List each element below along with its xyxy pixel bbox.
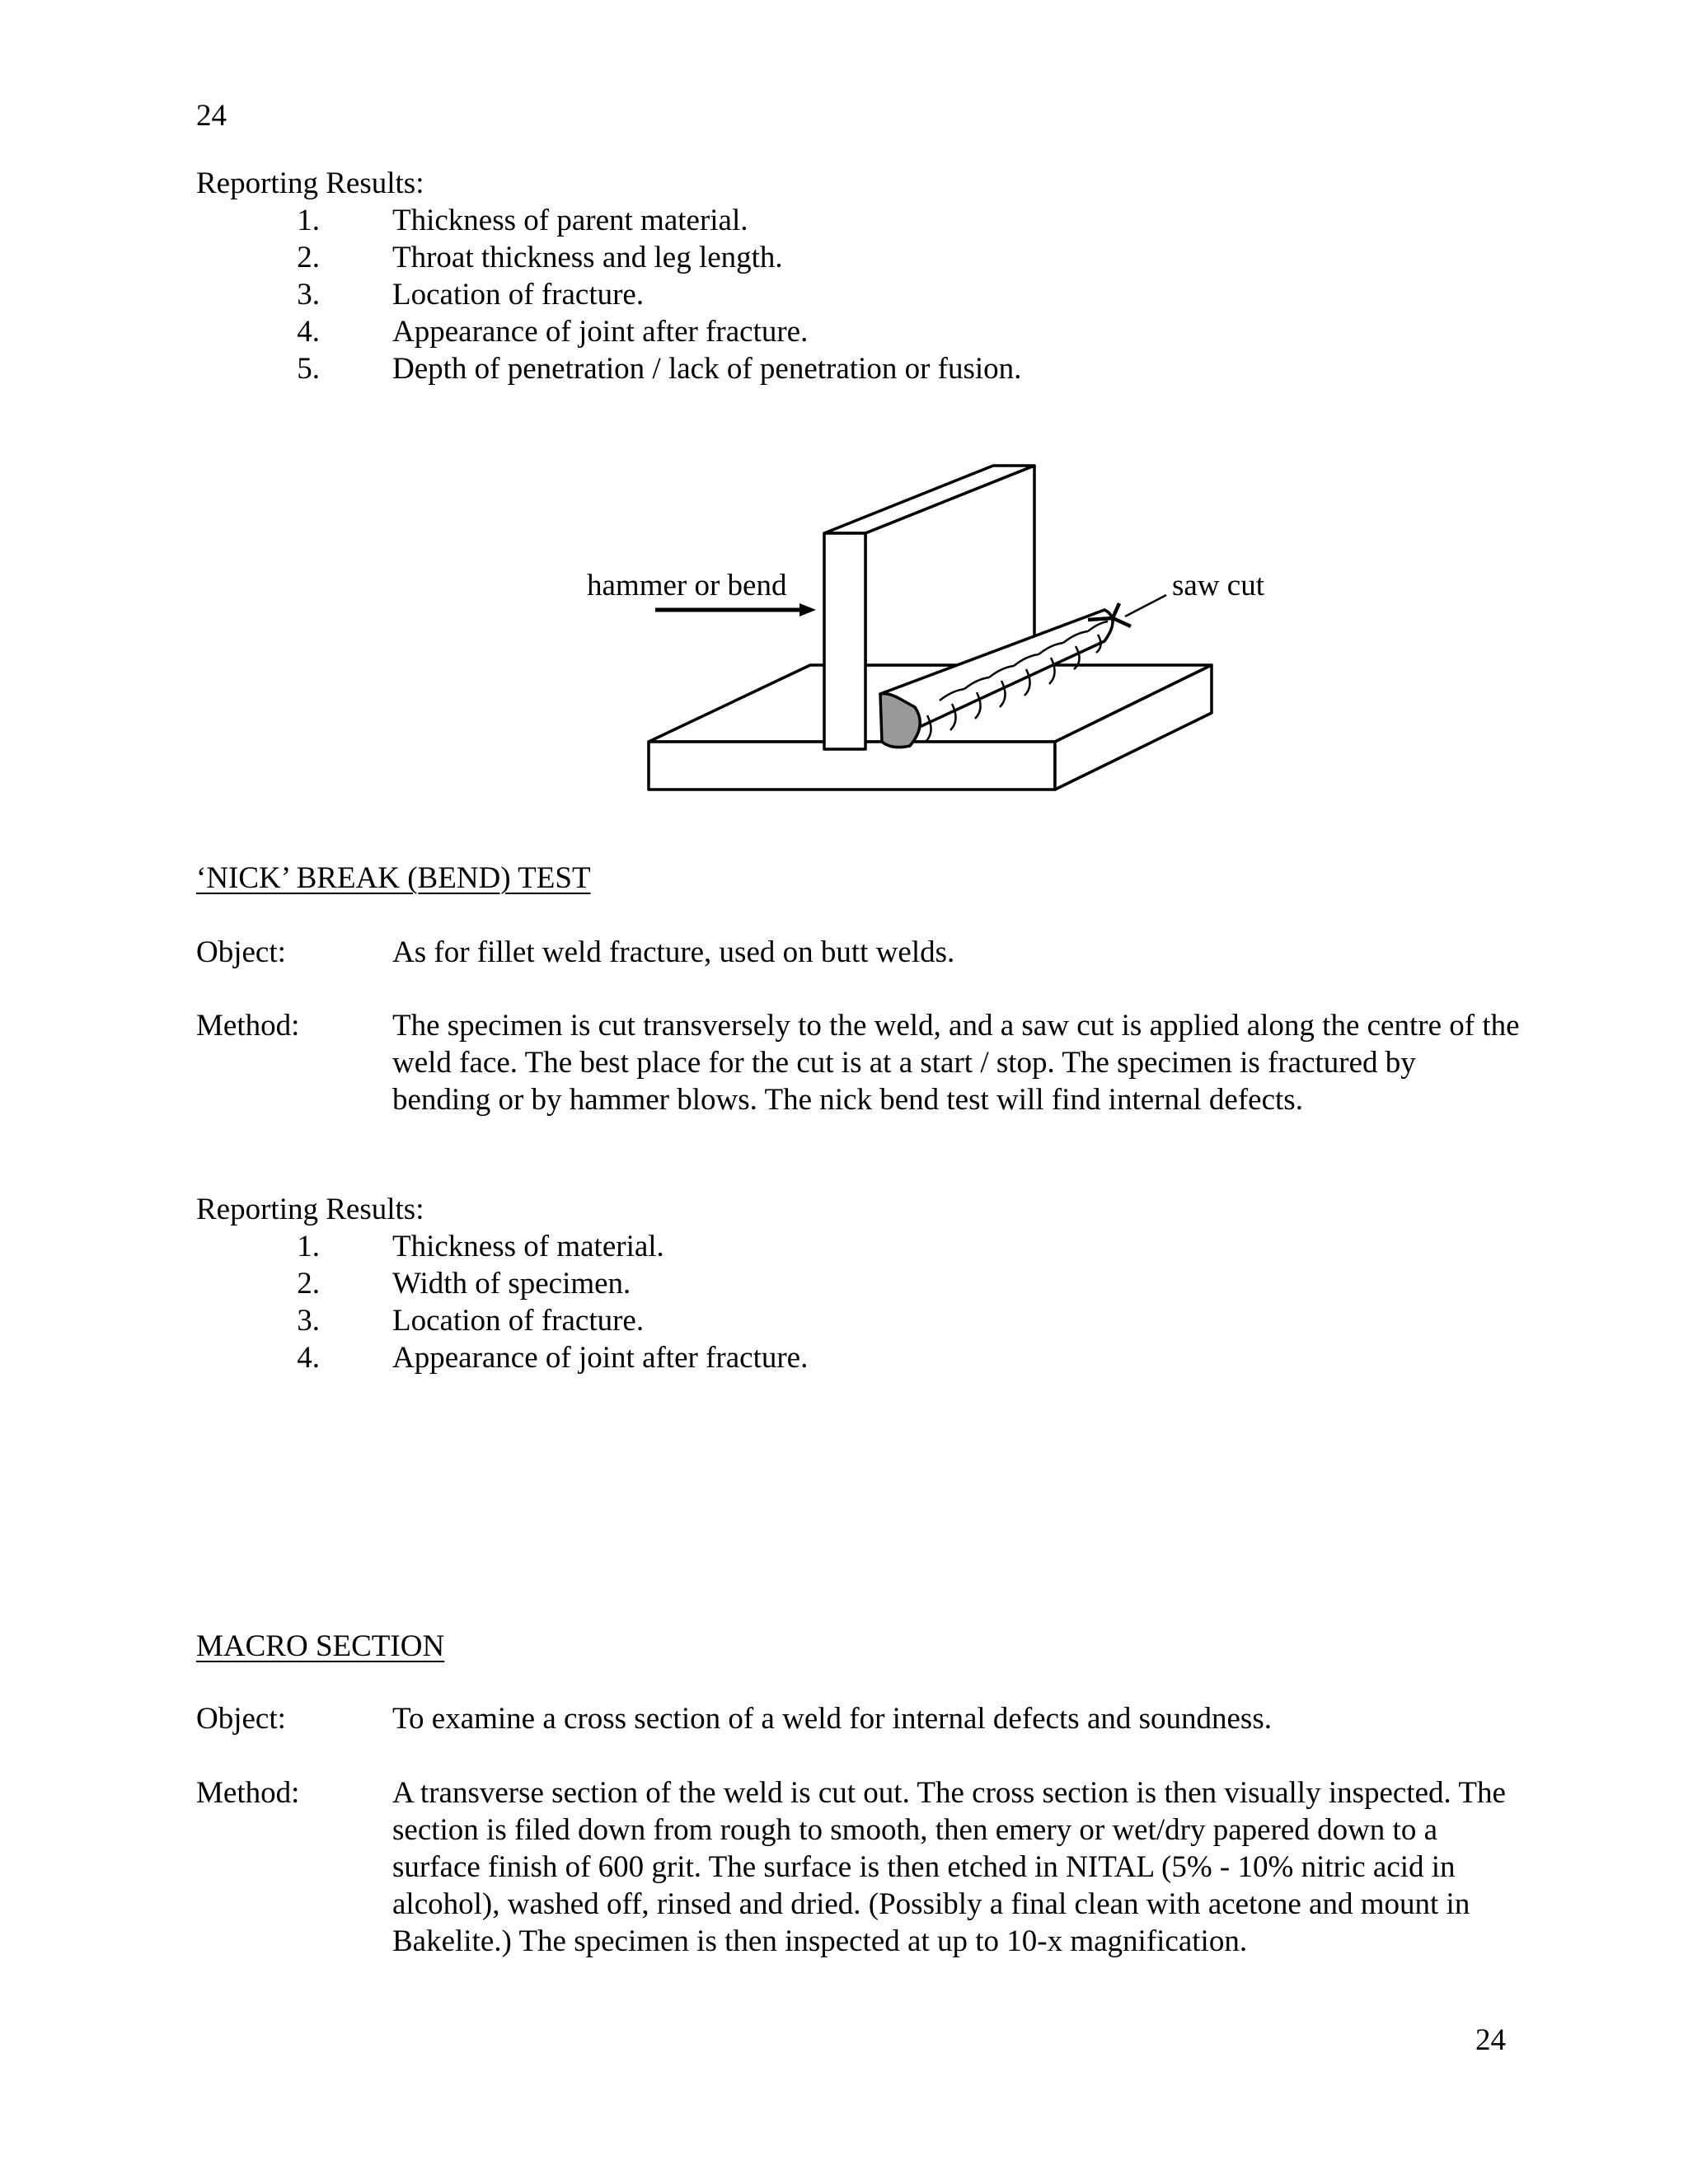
list-item: 1. Thickness of material. [297,1230,664,1263]
macro-method-text: A transverse section of the weld is cut out. The cross section is then visually inspected. The section is filed down from rough to smooth, then emery or wet/dry papered down to a surface finish of 600 grit. The surface is then etched in NITAL (5% - 10% nitric acid in alcohol), washed off, rinsed and dried. (Possibly a final clean with acetone and mount in Bakelite.) The specimen is then inspected at up to 10-x magnification. [392,1776,1506,1958]
hammer-arrow [655,603,816,616]
nick-method-text: The specimen is cut transversely to the weld, and a saw cut is applied along the centre of the weld face. The best place for the cut is at a start / stop. The specimen is fractured by bending or by hammer blows. The nick bend test will find internal defects. [392,1009,1520,1117]
macro-section-heading: MACRO SECTION [196,1629,445,1663]
nick-object-text: As for fillet weld fracture, used on butt welds. [392,935,955,969]
nick-object-label: Object: [196,935,286,969]
page-number-top: 24 [196,99,227,133]
nick-reporting-list [196,1228,808,1376]
macro-method-label: Method: [196,1776,300,1810]
reporting-results-list [196,202,1021,387]
list-item: 3. Location of fracture. [297,1304,645,1338]
macro-object-text: To examine a cross section of a weld for internal defects and soundness. [392,1702,1272,1736]
saw-cut-leader [1125,595,1166,616]
list-item: 4. Appearance of joint after fracture. [297,315,809,349]
list-item: 1. Thickness of parent material. [297,204,748,237]
reporting-results-label: Reporting Results: [196,166,424,200]
saw-cut-label: saw cut [1172,569,1264,602]
list-item: 3. Location of fracture. [297,278,645,312]
vertical-plate-front [824,533,865,749]
list-item: 4. Appearance of joint after fracture. [297,1341,809,1375]
hammer-or-bend-label: hammer or bend [587,569,787,602]
fillet-weld-figure [577,453,1319,808]
page-number-bottom: 24 [1475,2023,1506,2057]
fillet-weld-diagram [577,453,1319,808]
list-item: 5. Depth of penetration / lack of penetration or fusion. [297,352,1022,386]
list-item: 2. Width of specimen. [297,1267,631,1301]
macro-object-label: Object: [196,1702,286,1736]
nick-reporting-label: Reporting Results: [196,1193,424,1226]
nick-method-label: Method: [196,1009,300,1043]
nick-break-heading: ‘NICK’ BREAK (BEND) TEST [196,861,591,895]
list-item: 2. Throat thickness and leg length. [297,241,783,274]
